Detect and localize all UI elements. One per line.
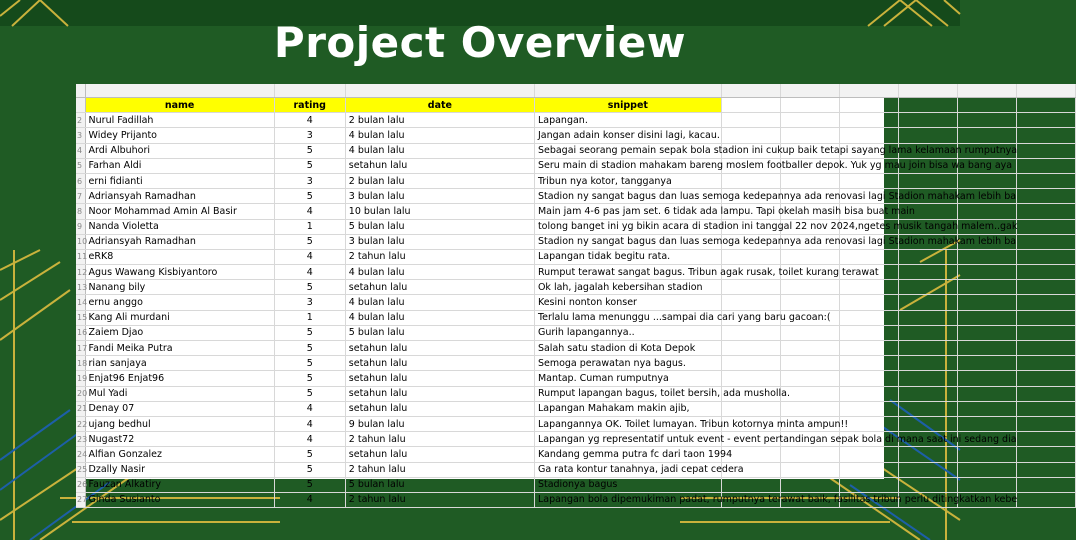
empty-cell <box>839 325 898 340</box>
empty-cell <box>898 128 957 143</box>
empty-cell <box>721 477 780 492</box>
cell-rating: 5 <box>274 371 345 386</box>
empty-cell <box>898 295 957 310</box>
cell-snippet: Stadion ny sangat bagus dan luas semoga kedepannya ada renovasi lagi Stadion mahakam lebih ba <box>534 234 721 249</box>
cell-name: Nanda Violetta <box>85 219 274 234</box>
row-number: 6 <box>76 173 85 188</box>
empty-cell <box>1016 219 1075 234</box>
empty-cell <box>780 128 839 143</box>
cell-name: Fandi Meika Putra <box>85 341 274 356</box>
empty-cell <box>898 341 957 356</box>
cell-name: Denay 07 <box>85 401 274 416</box>
cell-snippet: Sebagai seorang pemain sepak bola stadion ini cukup baik tetapi sayang lama kelamaan rumputnya <box>534 143 721 158</box>
cell-name: Fauzan Alkatiry <box>85 477 274 492</box>
reviews-table <box>76 84 1076 508</box>
row-number: 11 <box>76 249 85 264</box>
cell-date: 4 bulan lalu <box>345 310 534 325</box>
cell-rating: 5 <box>274 341 345 356</box>
cell-date: 2 tahun lalu <box>345 432 534 447</box>
empty-cell <box>1016 128 1075 143</box>
cell-rating: 5 <box>274 158 345 173</box>
empty-cell <box>780 325 839 340</box>
empty-cell <box>721 280 780 295</box>
cell-rating: 4 <box>274 492 345 507</box>
table-row <box>76 416 1076 431</box>
table-row <box>76 158 1076 173</box>
cell-name: erni fidianti <box>85 173 274 188</box>
cell-name: eRK8 <box>85 249 274 264</box>
table-row <box>76 219 1076 234</box>
empty-cell <box>839 462 898 477</box>
empty-cell <box>780 447 839 462</box>
empty-cell <box>1016 295 1075 310</box>
empty-cell <box>898 280 957 295</box>
empty-cell <box>957 371 1016 386</box>
empty-cell <box>957 325 1016 340</box>
empty-cell <box>1016 432 1075 447</box>
cell-date: 10 bulan lalu <box>345 204 534 219</box>
cell-snippet: Lapangan. <box>534 113 721 128</box>
empty-cell <box>898 249 957 264</box>
empty-cell <box>839 173 898 188</box>
cell-date: setahun lalu <box>345 280 534 295</box>
cell-rating: 5 <box>274 325 345 340</box>
empty-cell <box>957 113 1016 128</box>
row-number <box>76 98 85 113</box>
table-row <box>76 371 1076 386</box>
cell-name: Adriansyah Ramadhan <box>85 234 274 249</box>
cell-date: setahun lalu <box>345 401 534 416</box>
cell-rating: 5 <box>274 386 345 401</box>
table-row <box>76 492 1076 507</box>
row-number: 25 <box>76 462 85 477</box>
cell-snippet: Mantap. Cuman rumputnya <box>534 371 721 386</box>
empty-cell <box>721 113 780 128</box>
cell-rating: 3 <box>274 128 345 143</box>
cell-name: Farhan Aldi <box>85 158 274 173</box>
cell-snippet: Stadion ny sangat bagus dan luas semoga kedepannya ada renovasi lagi Stadion mahakam lebih ba <box>534 189 721 204</box>
cell-name: Nurul Fadillah <box>85 113 274 128</box>
cell-snippet: Lapangannya OK. Toilet lumayan. Tribun kotornya minta ampun!! <box>534 416 721 431</box>
row-number: 15 <box>76 310 85 325</box>
empty-cell <box>898 356 957 371</box>
empty-cell <box>721 371 780 386</box>
empty-cell <box>898 462 957 477</box>
empty-cell <box>721 356 780 371</box>
cell-rating: 5 <box>274 143 345 158</box>
row-number: 20 <box>76 386 85 401</box>
empty-cell <box>1016 462 1075 477</box>
table-row <box>76 234 1076 249</box>
cell-name: Agus Wawang Kisbiyantoro <box>85 265 274 280</box>
cell-snippet: Ga rata kontur tanahnya, jadi cepat cedera <box>534 462 721 477</box>
cell-rating: 4 <box>274 113 345 128</box>
empty-cell <box>1016 204 1075 219</box>
table-row <box>76 341 1076 356</box>
table-row <box>76 477 1076 492</box>
empty-cell <box>957 249 1016 264</box>
cell-snippet: Rumput terawat sangat bagus. Tribun agak rusak, toilet kurang terawat <box>534 265 721 280</box>
empty-cell <box>721 173 780 188</box>
row-number: 21 <box>76 401 85 416</box>
cell-name: ernu anggo <box>85 295 274 310</box>
empty-cell <box>839 416 898 431</box>
row-number: 24 <box>76 447 85 462</box>
table-row <box>76 432 1076 447</box>
table-row <box>76 386 1076 401</box>
empty-cell <box>839 356 898 371</box>
cell-date: setahun lalu <box>345 386 534 401</box>
empty-cell <box>957 356 1016 371</box>
table-row <box>76 462 1076 477</box>
empty-cell <box>1016 386 1075 401</box>
header-row <box>76 98 1076 113</box>
table-row <box>76 325 1076 340</box>
empty-cell <box>839 295 898 310</box>
cell-rating: 1 <box>274 310 345 325</box>
empty-cell <box>1016 492 1075 507</box>
row-number: 8 <box>76 204 85 219</box>
empty-cell <box>780 113 839 128</box>
empty-cell <box>780 249 839 264</box>
cell-name: Nanang bily <box>85 280 274 295</box>
table-row <box>76 113 1076 128</box>
empty-cell <box>1016 310 1075 325</box>
cell-snippet: Lapangan Mahakam makin ajib, <box>534 401 721 416</box>
cell-rating: 5 <box>274 447 345 462</box>
row-number: 13 <box>76 280 85 295</box>
empty-cell <box>780 462 839 477</box>
cell-rating: 3 <box>274 295 345 310</box>
cell-name: Dzally Nasir <box>85 462 274 477</box>
table-row <box>76 128 1076 143</box>
row-number: 26 <box>76 477 85 492</box>
empty-cell <box>839 249 898 264</box>
cell-name: Kang Ali murdani <box>85 310 274 325</box>
empty-cell <box>839 113 898 128</box>
cell-snippet: Tribun nya kotor, tangganya <box>534 173 721 188</box>
empty-cell <box>780 356 839 371</box>
cell-rating: 4 <box>274 265 345 280</box>
cell-snippet: Main jam 4-6 pas jam set. 6 tidak ada lampu. Tapi okelah masih bisa buat main <box>534 204 721 219</box>
empty-cell <box>957 204 1016 219</box>
empty-cell <box>1016 189 1075 204</box>
empty-cell <box>898 310 957 325</box>
cell-name: Nugast72 <box>85 432 274 447</box>
cell-name: Ardi Albuhori <box>85 143 274 158</box>
cell-name: Adriansyah Ramadhan <box>85 189 274 204</box>
table-row <box>76 295 1076 310</box>
header-rating: rating <box>274 98 345 113</box>
empty-cell <box>957 295 1016 310</box>
table-row <box>76 249 1076 264</box>
row-number: 9 <box>76 219 85 234</box>
empty-cell <box>1016 173 1075 188</box>
empty-cell <box>721 295 780 310</box>
empty-cell <box>1016 447 1075 462</box>
cell-rating: 5 <box>274 234 345 249</box>
cell-date: 9 bulan lalu <box>345 416 534 431</box>
empty-cell <box>898 416 957 431</box>
row-number: 5 <box>76 158 85 173</box>
cell-rating: 5 <box>274 280 345 295</box>
cell-name: Widey Prijanto <box>85 128 274 143</box>
cell-snippet: Terlalu lama menunggu ...sampai dia cari yang baru gacoan:( <box>534 310 721 325</box>
table-row <box>76 280 1076 295</box>
empty-cell <box>721 249 780 264</box>
row-number: 17 <box>76 341 85 356</box>
empty-cell <box>957 401 1016 416</box>
empty-cell <box>780 371 839 386</box>
row-number: 23 <box>76 432 85 447</box>
empty-cell <box>957 280 1016 295</box>
table-row <box>76 447 1076 462</box>
cell-date: 2 tahun lalu <box>345 492 534 507</box>
cell-snippet: Ok lah, jagalah kebersihan stadion <box>534 280 721 295</box>
cell-snippet: Rumput lapangan bagus, toilet bersih, ada musholla. <box>534 386 721 401</box>
empty-cell <box>839 401 898 416</box>
header-name: name <box>85 98 274 113</box>
table-row <box>76 265 1076 280</box>
empty-cell <box>780 295 839 310</box>
empty-cell <box>1016 234 1075 249</box>
empty-cell <box>839 310 898 325</box>
cell-date: 4 bulan lalu <box>345 128 534 143</box>
empty-cell <box>898 386 957 401</box>
row-number: 12 <box>76 265 85 280</box>
empty-cell <box>721 401 780 416</box>
table-row <box>76 204 1076 219</box>
cell-date: 4 bulan lalu <box>345 143 534 158</box>
table-row <box>76 310 1076 325</box>
empty-cell <box>839 447 898 462</box>
cell-snippet: Stadionya bagus <box>534 477 721 492</box>
cell-rating: 5 <box>274 462 345 477</box>
empty-cell <box>839 280 898 295</box>
empty-cell <box>957 386 1016 401</box>
empty-cell <box>780 173 839 188</box>
empty-cell <box>721 325 780 340</box>
row-number: 2 <box>76 113 85 128</box>
empty-cell <box>898 371 957 386</box>
empty-cell <box>898 477 957 492</box>
row-number: 3 <box>76 128 85 143</box>
empty-cell <box>1016 416 1075 431</box>
row-number: 4 <box>76 143 85 158</box>
empty-cell <box>957 173 1016 188</box>
column-header-strip: . . . . . . . . . . . <box>76 84 1076 98</box>
empty-cell <box>957 447 1016 462</box>
cell-date: setahun lalu <box>345 356 534 371</box>
empty-cell <box>1016 371 1075 386</box>
empty-cell <box>1016 143 1075 158</box>
empty-cell <box>839 341 898 356</box>
empty-cell <box>1016 158 1075 173</box>
table-row <box>76 143 1076 158</box>
empty-cell <box>898 325 957 340</box>
empty-cell <box>957 265 1016 280</box>
empty-cell <box>957 341 1016 356</box>
cell-date: 5 bulan lalu <box>345 477 534 492</box>
slide-title: Project Overview <box>273 18 687 67</box>
cell-snippet: Lapangan yg representatif untuk event - event pertandingan sepak bola di mana saat ini sedang dia <box>534 432 721 447</box>
empty-cell <box>957 310 1016 325</box>
cell-snippet: Kesini nonton konser <box>534 295 721 310</box>
empty-cell <box>957 128 1016 143</box>
cell-snippet: Semoga perawatan nya bagus. <box>534 356 721 371</box>
cell-name: rian sanjaya <box>85 356 274 371</box>
row-number: 19 <box>76 371 85 386</box>
empty-cell <box>1016 265 1075 280</box>
spreadsheet-screenshot <box>76 84 1022 506</box>
empty-cell <box>898 113 957 128</box>
cell-date: 5 bulan lalu <box>345 219 534 234</box>
cell-snippet: Gurih lapangannya.. <box>534 325 721 340</box>
empty-cell <box>839 477 898 492</box>
cell-name: Enjat96 Enjat96 <box>85 371 274 386</box>
cell-date: 3 bulan lalu <box>345 234 534 249</box>
cell-snippet: Jangan adain konser disini lagi, kacau. <box>534 128 721 143</box>
table-row <box>76 401 1076 416</box>
cell-date: 4 bulan lalu <box>345 295 534 310</box>
cell-rating: 4 <box>274 432 345 447</box>
empty-cell <box>898 447 957 462</box>
header-snippet: snippet <box>534 98 721 113</box>
cell-rating: 4 <box>274 416 345 431</box>
cell-snippet: Lapangan bola dipemukiman padat, rumputnya terawat baik, fasilitas tribun perlu ditingkatkan kebe <box>534 492 721 507</box>
empty-cell <box>839 128 898 143</box>
cell-date: setahun lalu <box>345 341 534 356</box>
cell-name: Noor Mohammad Amin Al Basir <box>85 204 274 219</box>
empty-cell <box>780 401 839 416</box>
cell-rating: 4 <box>274 204 345 219</box>
empty-cell <box>1016 356 1075 371</box>
cell-date: 2 tahun lalu <box>345 249 534 264</box>
empty-cell <box>780 280 839 295</box>
cell-snippet: Kandang gemma putra fc dari taon 1994 <box>534 447 721 462</box>
table-row <box>76 356 1076 371</box>
empty-cell <box>1016 280 1075 295</box>
empty-cell <box>1016 401 1075 416</box>
empty-cell <box>721 341 780 356</box>
cell-snippet: Lapangan tidak begitu rata. <box>534 249 721 264</box>
empty-cell <box>957 477 1016 492</box>
cell-rating: 5 <box>274 189 345 204</box>
cell-name: Ginda Susianto <box>85 492 274 507</box>
empty-cell <box>1016 113 1075 128</box>
cell-rating: 4 <box>274 249 345 264</box>
cell-date: setahun lalu <box>345 371 534 386</box>
cell-snippet: Salah satu stadion di Kota Depok <box>534 341 721 356</box>
cell-date: 3 bulan lalu <box>345 189 534 204</box>
empty-cell <box>957 416 1016 431</box>
empty-cell <box>721 128 780 143</box>
cell-date: 4 bulan lalu <box>345 265 534 280</box>
header-date: date <box>345 98 534 113</box>
cell-date: 2 tahun lalu <box>345 462 534 477</box>
cell-name: Zaiem Djao <box>85 325 274 340</box>
row-number: 27 <box>76 492 85 507</box>
row-number: 16 <box>76 325 85 340</box>
cell-date: 2 bulan lalu <box>345 113 534 128</box>
empty-cell <box>1016 249 1075 264</box>
cell-rating: 1 <box>274 219 345 234</box>
empty-cell <box>898 265 957 280</box>
table-row <box>76 189 1076 204</box>
cell-rating: 5 <box>274 477 345 492</box>
empty-cell <box>780 341 839 356</box>
cell-date: 5 bulan lalu <box>345 325 534 340</box>
cell-name: ujang bedhul <box>85 416 274 431</box>
cell-rating: 5 <box>274 356 345 371</box>
cell-snippet: tolong banget ini yg bikin acara di stadion ini tanggal 22 nov 2024,ngetes musik tangah malem..gak <box>534 219 721 234</box>
cell-snippet: Seru main di stadion mahakam bareng moslem footballer depok. Yuk yg mau join bisa wa bang aya <box>534 158 721 173</box>
row-number: 10 <box>76 234 85 249</box>
empty-cell <box>957 462 1016 477</box>
cell-date: setahun lalu <box>345 447 534 462</box>
empty-cell <box>839 386 898 401</box>
empty-cell <box>780 477 839 492</box>
row-number: 22 <box>76 416 85 431</box>
empty-cell <box>1016 477 1075 492</box>
empty-cell <box>839 371 898 386</box>
empty-cell <box>1016 341 1075 356</box>
cell-rating: 3 <box>274 173 345 188</box>
table-row <box>76 173 1076 188</box>
cell-name: Mul Yadi <box>85 386 274 401</box>
row-number: 18 <box>76 356 85 371</box>
empty-cell <box>898 401 957 416</box>
row-number: 7 <box>76 189 85 204</box>
cell-rating: 4 <box>274 401 345 416</box>
row-number: 14 <box>76 295 85 310</box>
cell-date: 2 bulan lalu <box>345 173 534 188</box>
cell-date: setahun lalu <box>345 158 534 173</box>
cell-name: Alfian Gonzalez <box>85 447 274 462</box>
empty-cell <box>898 173 957 188</box>
empty-cell <box>1016 325 1075 340</box>
